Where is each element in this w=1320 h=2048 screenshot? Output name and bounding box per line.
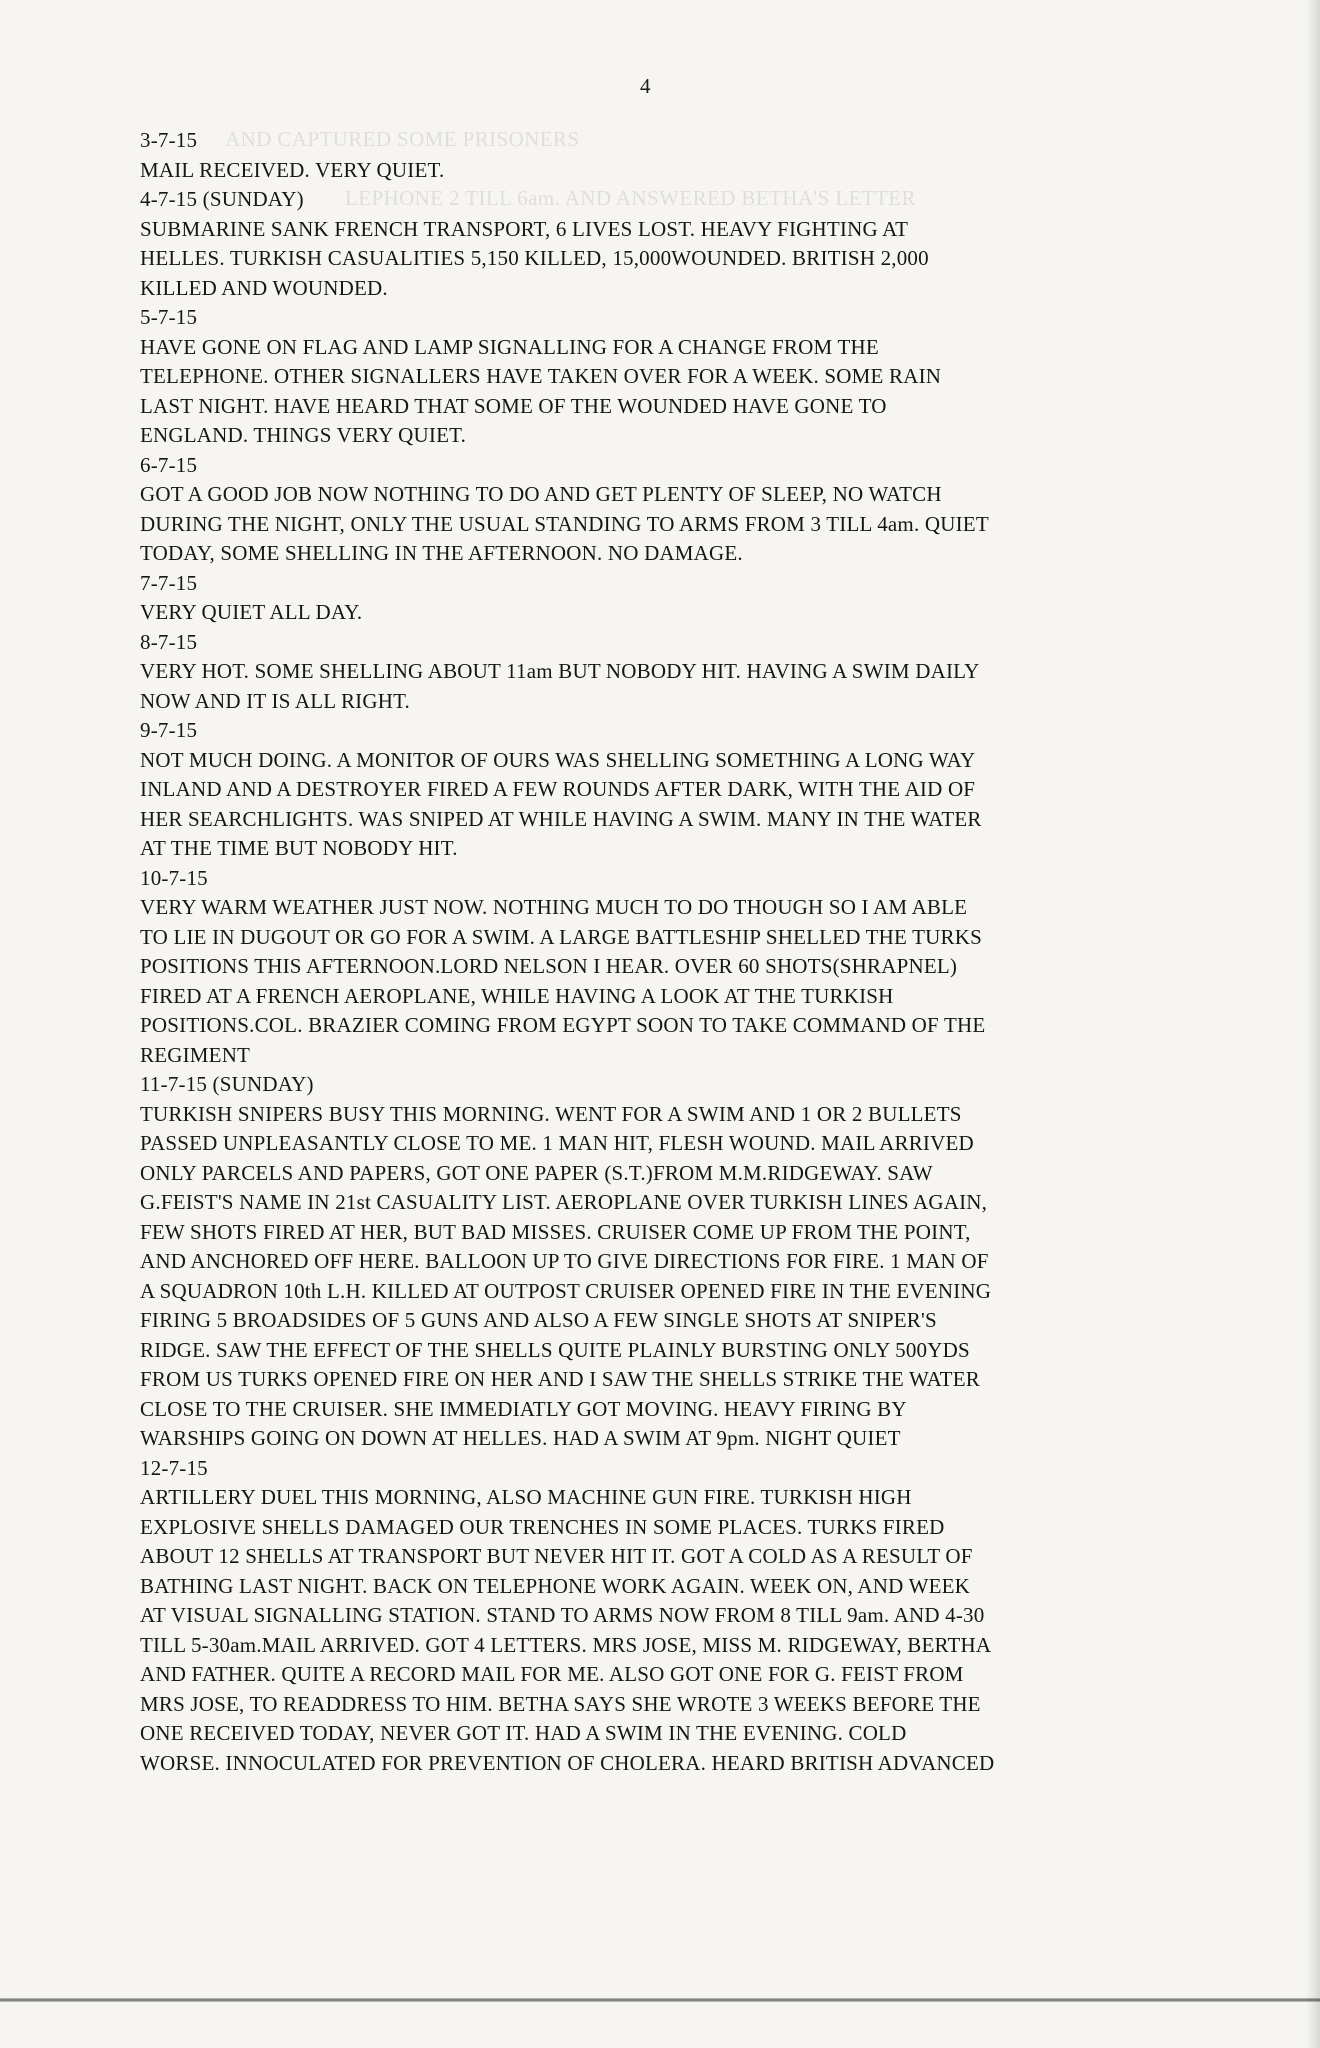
text-line: AND FATHER. QUITE A RECORD MAIL FOR ME. ALSO GOT ONE FOR G. FEIST FROM [140, 1662, 964, 1686]
text-line: MAIL RECEIVED. VERY QUIET. [140, 157, 445, 182]
text-line: WORSE. INNOCULATED FOR PREVENTION OF CHOLERA. HEARD BRITISH ADVANCED [140, 1750, 995, 1775]
text-line: TO LIE IN DUGOUT OR GO FOR A SWIM. A LARGE BATTLESHIP SHELLED THE TURKS [140, 924, 982, 949]
scan-edge-shadow [1306, 0, 1320, 2048]
scan-edge-line [0, 1998, 1320, 2002]
text-line: 9-7-15 [140, 718, 198, 742]
text-line: DURING THE NIGHT, ONLY THE USUAL STANDING TO ARMS FROM 3 TILL 4am. QUIET [140, 511, 989, 536]
text-line: HELLES. TURKISH CASUALITIES 5,150 KILLED, 15,000WOUNDED. BRITISH 2,000 [140, 246, 929, 270]
text-line: TELEPHONE. OTHER SIGNALLERS HAVE TAKEN OVER FOR A WEEK. SOME RAIN [140, 364, 942, 388]
bleed-through-text-1: AND CAPTURED SOME PRISONERS [225, 127, 580, 151]
text-line: AT VISUAL SIGNALLING STATION. STAND TO ARMS NOW FROM 8 TILL 9am. AND 4-30 [140, 1603, 985, 1627]
text-line: G.FEIST'S NAME IN 21st CASUALITY LIST. AEROPLANE OVER TURKISH LINES AGAIN, [140, 1190, 988, 1214]
text-line: AND ANCHORED OFF HERE. BALLOON UP TO GIVE DIRECTIONS FOR FIRE. 1 MAN OF [140, 1249, 989, 1273]
page-number: 4 [640, 74, 651, 98]
text-line: POSITIONS THIS AFTERNOON.LORD NELSON I HEAR. OVER 60 SHOTS(SHRAPNEL) [140, 954, 958, 978]
text-line: VERY WARM WEATHER JUST NOW. NOTHING MUCH TO DO THOUGH SO I AM ABLE [140, 895, 968, 919]
text-line: NOW AND IT IS ALL RIGHT. [140, 688, 411, 713]
text-line: ONLY PARCELS AND PAPERS, GOT ONE PAPER (S.T.)FROM M.M.RIDGEWAY. SAW [140, 1160, 933, 1185]
text-line: ARTILLERY DUEL THIS MORNING, ALSO MACHINE GUN FIRE. TURKISH HIGH [140, 1485, 912, 1509]
text-line: VERY QUIET ALL DAY. [140, 600, 363, 624]
text-line: HAVE GONE ON FLAG AND LAMP SIGNALLING FOR A CHANGE FROM THE [140, 334, 879, 359]
text-line: REGIMENT [140, 1042, 251, 1067]
text-line: MRS JOSE, TO READDRESS TO HIM. BETHA SAYS SHE WROTE 3 WEEKS BEFORE THE [140, 1691, 981, 1716]
text-line: GOT A GOOD JOB NOW NOTHING TO DO AND GET PLENTY OF SLEEP, NO WATCH [140, 482, 942, 506]
text-line: VERY HOT. SOME SHELLING ABOUT 11am BUT NOBODY HIT. HAVING A SWIM DAILY [140, 659, 980, 683]
text-line: ENGLAND. THINGS VERY QUIET. [140, 423, 467, 447]
text-line: TILL 5-30am.MAIL ARRIVED. GOT 4 LETTERS. MRS JOSE, MISS M. RIDGEWAY, BERTHA [140, 1632, 992, 1657]
text-line: RIDGE. SAW THE EFFECT OF THE SHELLS QUITE PLAINLY BURSTING ONLY 500YDS [140, 1337, 970, 1362]
text-line: NOT MUCH DOING. A MONITOR OF OURS WAS SHELLING SOMETHING A LONG WAY [140, 747, 976, 772]
text-line: TODAY, SOME SHELLING IN THE AFTERNOON. NO DAMAGE. [140, 541, 743, 565]
text-line: INLAND AND A DESTROYER FIRED A FEW ROUNDS AFTER DARK, WITH THE AID OF [140, 777, 976, 801]
text-line: 5-7-15 [140, 305, 198, 329]
text-line: BATHING LAST NIGHT. BACK ON TELEPHONE WORK AGAIN. WEEK ON, AND WEEK [140, 1573, 971, 1598]
text-line: TURKISH SNIPERS BUSY THIS MORNING. WENT FOR A SWIM AND 1 OR 2 BULLETS [140, 1101, 962, 1126]
text-line: KILLED AND WOUNDED. [140, 275, 388, 300]
text-line: POSITIONS.COL. BRAZIER COMING FROM EGYPT SOON TO TAKE COMMAND OF THE [140, 1013, 986, 1037]
text-line: FROM US TURKS OPENED FIRE ON HER AND I SAW THE SHELLS STRIKE THE WATER [140, 1367, 980, 1391]
text-line: SUBMARINE SANK FRENCH TRANSPORT, 6 LIVES LOST. HEAVY FIGHTING AT [140, 216, 909, 241]
text-line: AT THE TIME BUT NOBODY HIT. [140, 836, 458, 860]
text-line: A SQUADRON 10th L.H. KILLED AT OUTPOST CRUISER OPENED FIRE IN THE EVENING [140, 1278, 992, 1303]
text-line: ONE RECEIVED TODAY, NEVER GOT IT. HAD A SWIM IN THE EVENING. COLD [140, 1721, 907, 1745]
text-line: FIRING 5 BROADSIDES OF 5 GUNS AND ALSO A FEW SINGLE SHOTS AT SNIPER'S [140, 1308, 937, 1332]
text-line: 11-7-15 (SUNDAY) [140, 1072, 314, 1096]
text-line: 4-7-15 (SUNDAY) [140, 187, 304, 211]
text-line: 12-7-15 [140, 1455, 208, 1480]
text-line: HER SEARCHLIGHTS. WAS SNIPED AT WHILE HAVING A SWIM. MANY IN THE WATER [140, 806, 982, 831]
text-line: 3-7-15 [140, 128, 198, 152]
text-line: EXPLOSIVE SHELLS DAMAGED OUR TRENCHES IN SOME PLACES. TURKS FIRED [140, 1514, 945, 1539]
text-line: ABOUT 12 SHELLS AT TRANSPORT BUT NEVER HIT IT. GOT A COLD AS A RESULT OF [140, 1544, 973, 1568]
text-line: 7-7-15 [140, 570, 198, 595]
text-line: 8-7-15 [140, 629, 198, 654]
text-line: 10-7-15 [140, 865, 208, 890]
text-line: FEW SHOTS FIRED AT HER, BUT BAD MISSES. CRUISER COME UP FROM THE POINT, [140, 1219, 971, 1244]
bleed-through-text-2: LEPHONE 2 TILL 6am. AND ANSWERED BETHA'S LETTER [345, 186, 916, 210]
text-line: FIRED AT A FRENCH AEROPLANE, WHILE HAVING A LOOK AT THE TURKISH [140, 983, 894, 1008]
text-line: 6-7-15 [140, 452, 198, 477]
text-line: LAST NIGHT. HAVE HEARD THAT SOME OF THE WOUNDED HAVE GONE TO [140, 393, 887, 418]
diary-text [140, 126, 1150, 1778]
text-line: CLOSE TO THE CRUISER. SHE IMMEDIATLY GOT MOVING. HEAVY FIRING BY [140, 1396, 907, 1421]
text-line: PASSED UNPLEASANTLY CLOSE TO ME. 1 MAN HIT, FLESH WOUND. MAIL ARRIVED [140, 1131, 974, 1155]
text-line: WARSHIPS GOING ON DOWN AT HELLES. HAD A SWIM AT 9pm. NIGHT QUIET [140, 1426, 901, 1450]
